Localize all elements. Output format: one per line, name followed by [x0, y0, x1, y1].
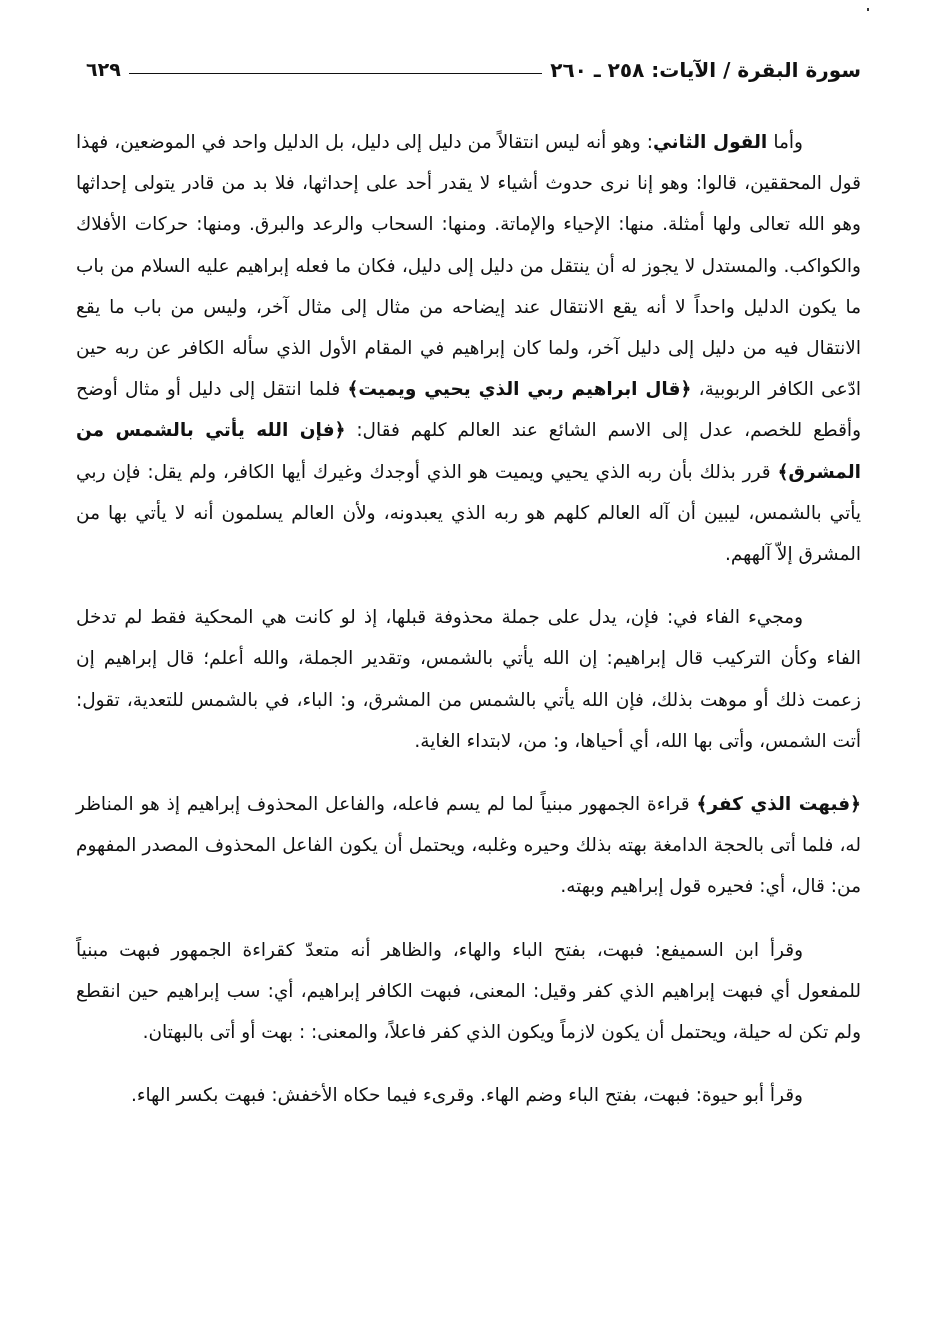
header-rule [129, 73, 542, 74]
text-segment: قرر بذلك بأن ربه الذي يحيي ويميت هو الذي أوجدك وغيرك أيها الكافر، ولم يقل: فإن ربي يأتي بالشمس، ليبين أن آله العالم كلهم هو ربه الذي يعبدونه، ولأن العالم يسلمون أنه لا يأتي بها من المشرق إلاّ آلههم. [76, 461, 861, 566]
quran-quote: ﴿فبهت الذي كفر﴾ [696, 794, 861, 816]
paragraph-3 [76, 784, 861, 908]
paragraph-2 [76, 597, 861, 762]
page-number: ٦٢٩ [86, 59, 121, 81]
text-segment: قراءة الجمهور مبنياً لما لم يسم فاعله، والفاعل المحذوف إبراهيم إذ هو المناظر له، فلما أتى بالحجة الدامغة بهته بذلك وحيره وغلبه، ويحتمل أن يكون الفاعل المحذوف المصدر المفهوم من: قال، أي: فحيره قول إبراهيم وبهته. [76, 794, 861, 898]
paragraph-1 [76, 122, 861, 575]
running-title: سورة البقرة / الآيات: ٢٥٨ ـ ٢٦٠ [550, 58, 861, 82]
paragraph-5 [76, 1075, 861, 1116]
text-segment: وأما [767, 132, 803, 153]
term-heading: القول الثاني [652, 132, 768, 153]
quran-quote: ﴿فإن الله يأتي بالشمس من المشرق﴾ [76, 420, 861, 483]
text-segment: ومجيء الفاء في: فإن، يدل على جملة محذوفة قبلها، إذ لو كانت هي المحكية فقط لم تدخل الفاء وكأن التركيب قال إبراهيم: إن الله يأتي بالشمس، وتقدير الجملة، والله أعلم؛ قال إبراهيم إن زعمت ذلك أو موهت بذلك، فإن الله يأتي بالشمس من المشرق، و: الباء، في بالشمس للتعدية، تقول: أتت الشمس، وأتى بها الله، أي أحياها، و: من، لابتداء الغاية. [76, 607, 861, 752]
quran-quote: ﴿قال ابراهيم ربي الذي يحيي ويميت﴾ [347, 379, 692, 401]
text-segment: وقرأ ابن السميفع: فبهت، بفتح الباء والهاء، والظاهر أنه متعدّ كقراءة الجمهور فبهت مبنياً للمفعول أي فبهت إبراهيم الذي كفر وقيل: المعنى، فبهت الكافر إبراهيم، أي: سب إبراهيم حين انقطع ولم تكن له حيلة، ويحتمل أن يكون لازماً ويكون الذي كفر فاعلاً، والمعنى: : بهت أو أتى بالبهتان. [76, 939, 861, 1044]
scan-speck [867, 8, 869, 11]
text-segment: : وهو أنه ليس انتقالاً من دليل إلى دليل، بل الدليل واحد في الموضعين، فهذا قول المحققين، قالوا: وهو إنا نرى حدوث أشياء لا يقدر أحد على إحداثها، فلا بد من قادر يتولى إحداثها وهو الله تعالى ولها أمثلة. منها: الإحياء والإماتة. ومنها: السحاب والرعد والبرق. ومنها: حركات الأفلاك والكواكب. والمستدل لا يجوز له أن ينتقل من دليل إلى دليل، فكان ما فعله إبراهيم عليه السلام من باب ما يكون الدليل واحداً لا أنه يقع الانتقال عند إيضاحه من مثال إلى مثال آخر، وليس من باب ما يقع الانتقال فيه من دليل إلى دليل آخر، ولما كان إبراهيم في المقام الأول الذي سأله الكافر عن ربه حين ادّعى الكافر الربوبية، [76, 132, 861, 401]
running-header [86, 58, 861, 82]
page-body [76, 122, 861, 1138]
text-segment: وقرأ أبو حيوة: فبهت، بفتح الباء وضم الهاء. وقرىء فيما حكاه الأخفش: فبهت بكسر الهاء. [130, 1085, 803, 1107]
text-segment: فلما انتقل إلى دليل أو مثال أوضح وأقطع للخصم، عدل إلى الاسم الشائع عند العالم كلهم فقال: [76, 379, 862, 442]
paragraph-4 [76, 930, 861, 1054]
